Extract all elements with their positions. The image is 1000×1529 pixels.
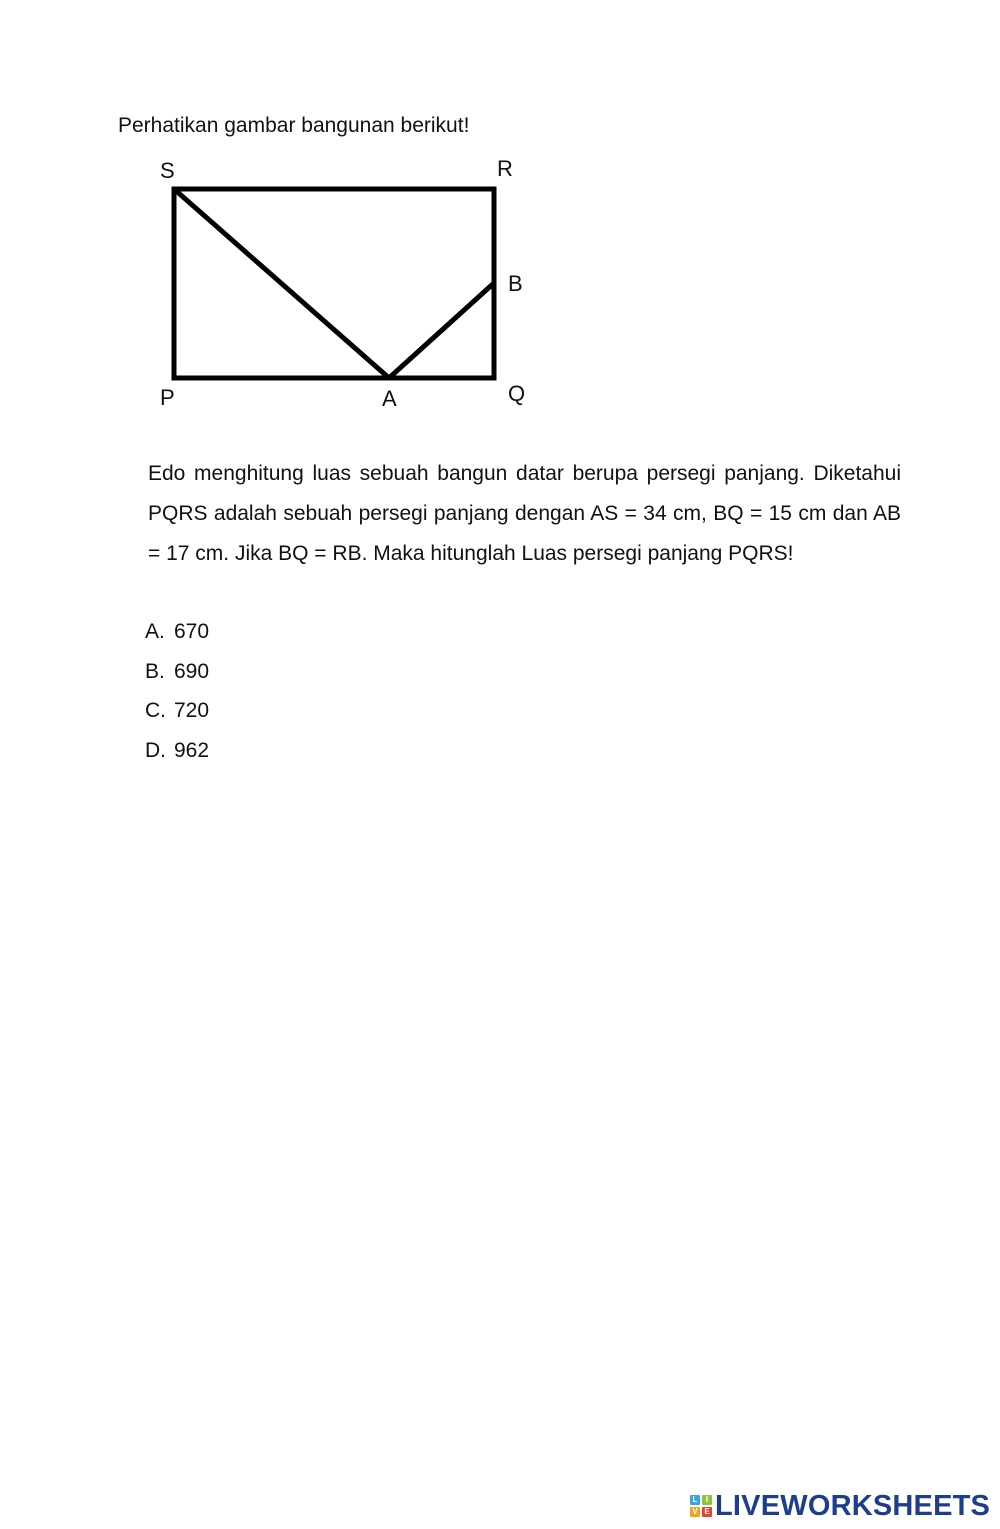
question-text: Edo menghitung luas sebuah bangun datar berupa persegi panjang. Diketahui PQRS adalah sebuah persegi panjang dengan AS = 34 cm, BQ = 15 cm dan AB = 17 cm. Jika BQ = RB. Maka hitunglah Luas persegi panjang PQRS! <box>148 462 901 565</box>
option-d[interactable] <box>145 732 209 772</box>
option-value: 670 <box>174 620 210 643</box>
option-letter: B. <box>145 659 165 683</box>
option-value: 962 <box>174 738 210 762</box>
option-letter: A. <box>145 620 165 643</box>
answer-options <box>145 613 209 771</box>
segment-sa <box>174 189 389 378</box>
option-letter: D. <box>145 738 166 762</box>
vertex-label-b: B <box>508 271 523 296</box>
option-value: 690 <box>174 659 210 683</box>
intro-text: Perhatikan gambar bangunan berikut! <box>118 114 470 137</box>
vertex-label-a: A <box>382 386 397 411</box>
option-b[interactable] <box>145 653 209 693</box>
option-c[interactable] <box>145 692 209 732</box>
vertex-label-r: R <box>497 156 513 181</box>
vertex-label-s: S <box>160 158 175 183</box>
liveworksheets-logo <box>690 1490 990 1522</box>
vertex-label-q: Q <box>508 381 526 406</box>
logo-tile: L <box>690 1495 700 1505</box>
logo-tile: I <box>702 1495 712 1505</box>
logo-tile: E <box>702 1507 712 1517</box>
option-a[interactable] <box>145 613 209 653</box>
segment-ab <box>389 283 494 378</box>
vertex-label-p: P <box>160 385 175 410</box>
rectangle-pqrs <box>174 189 494 378</box>
figure-drawing <box>140 150 560 420</box>
logo-icon <box>690 1495 712 1517</box>
rectangle-figure <box>140 150 560 420</box>
logo-text: LIVEWORKSHEETS <box>715 1489 991 1522</box>
logo-tile: V <box>690 1507 700 1517</box>
option-letter: C. <box>145 699 166 722</box>
option-value: 720 <box>174 699 210 722</box>
